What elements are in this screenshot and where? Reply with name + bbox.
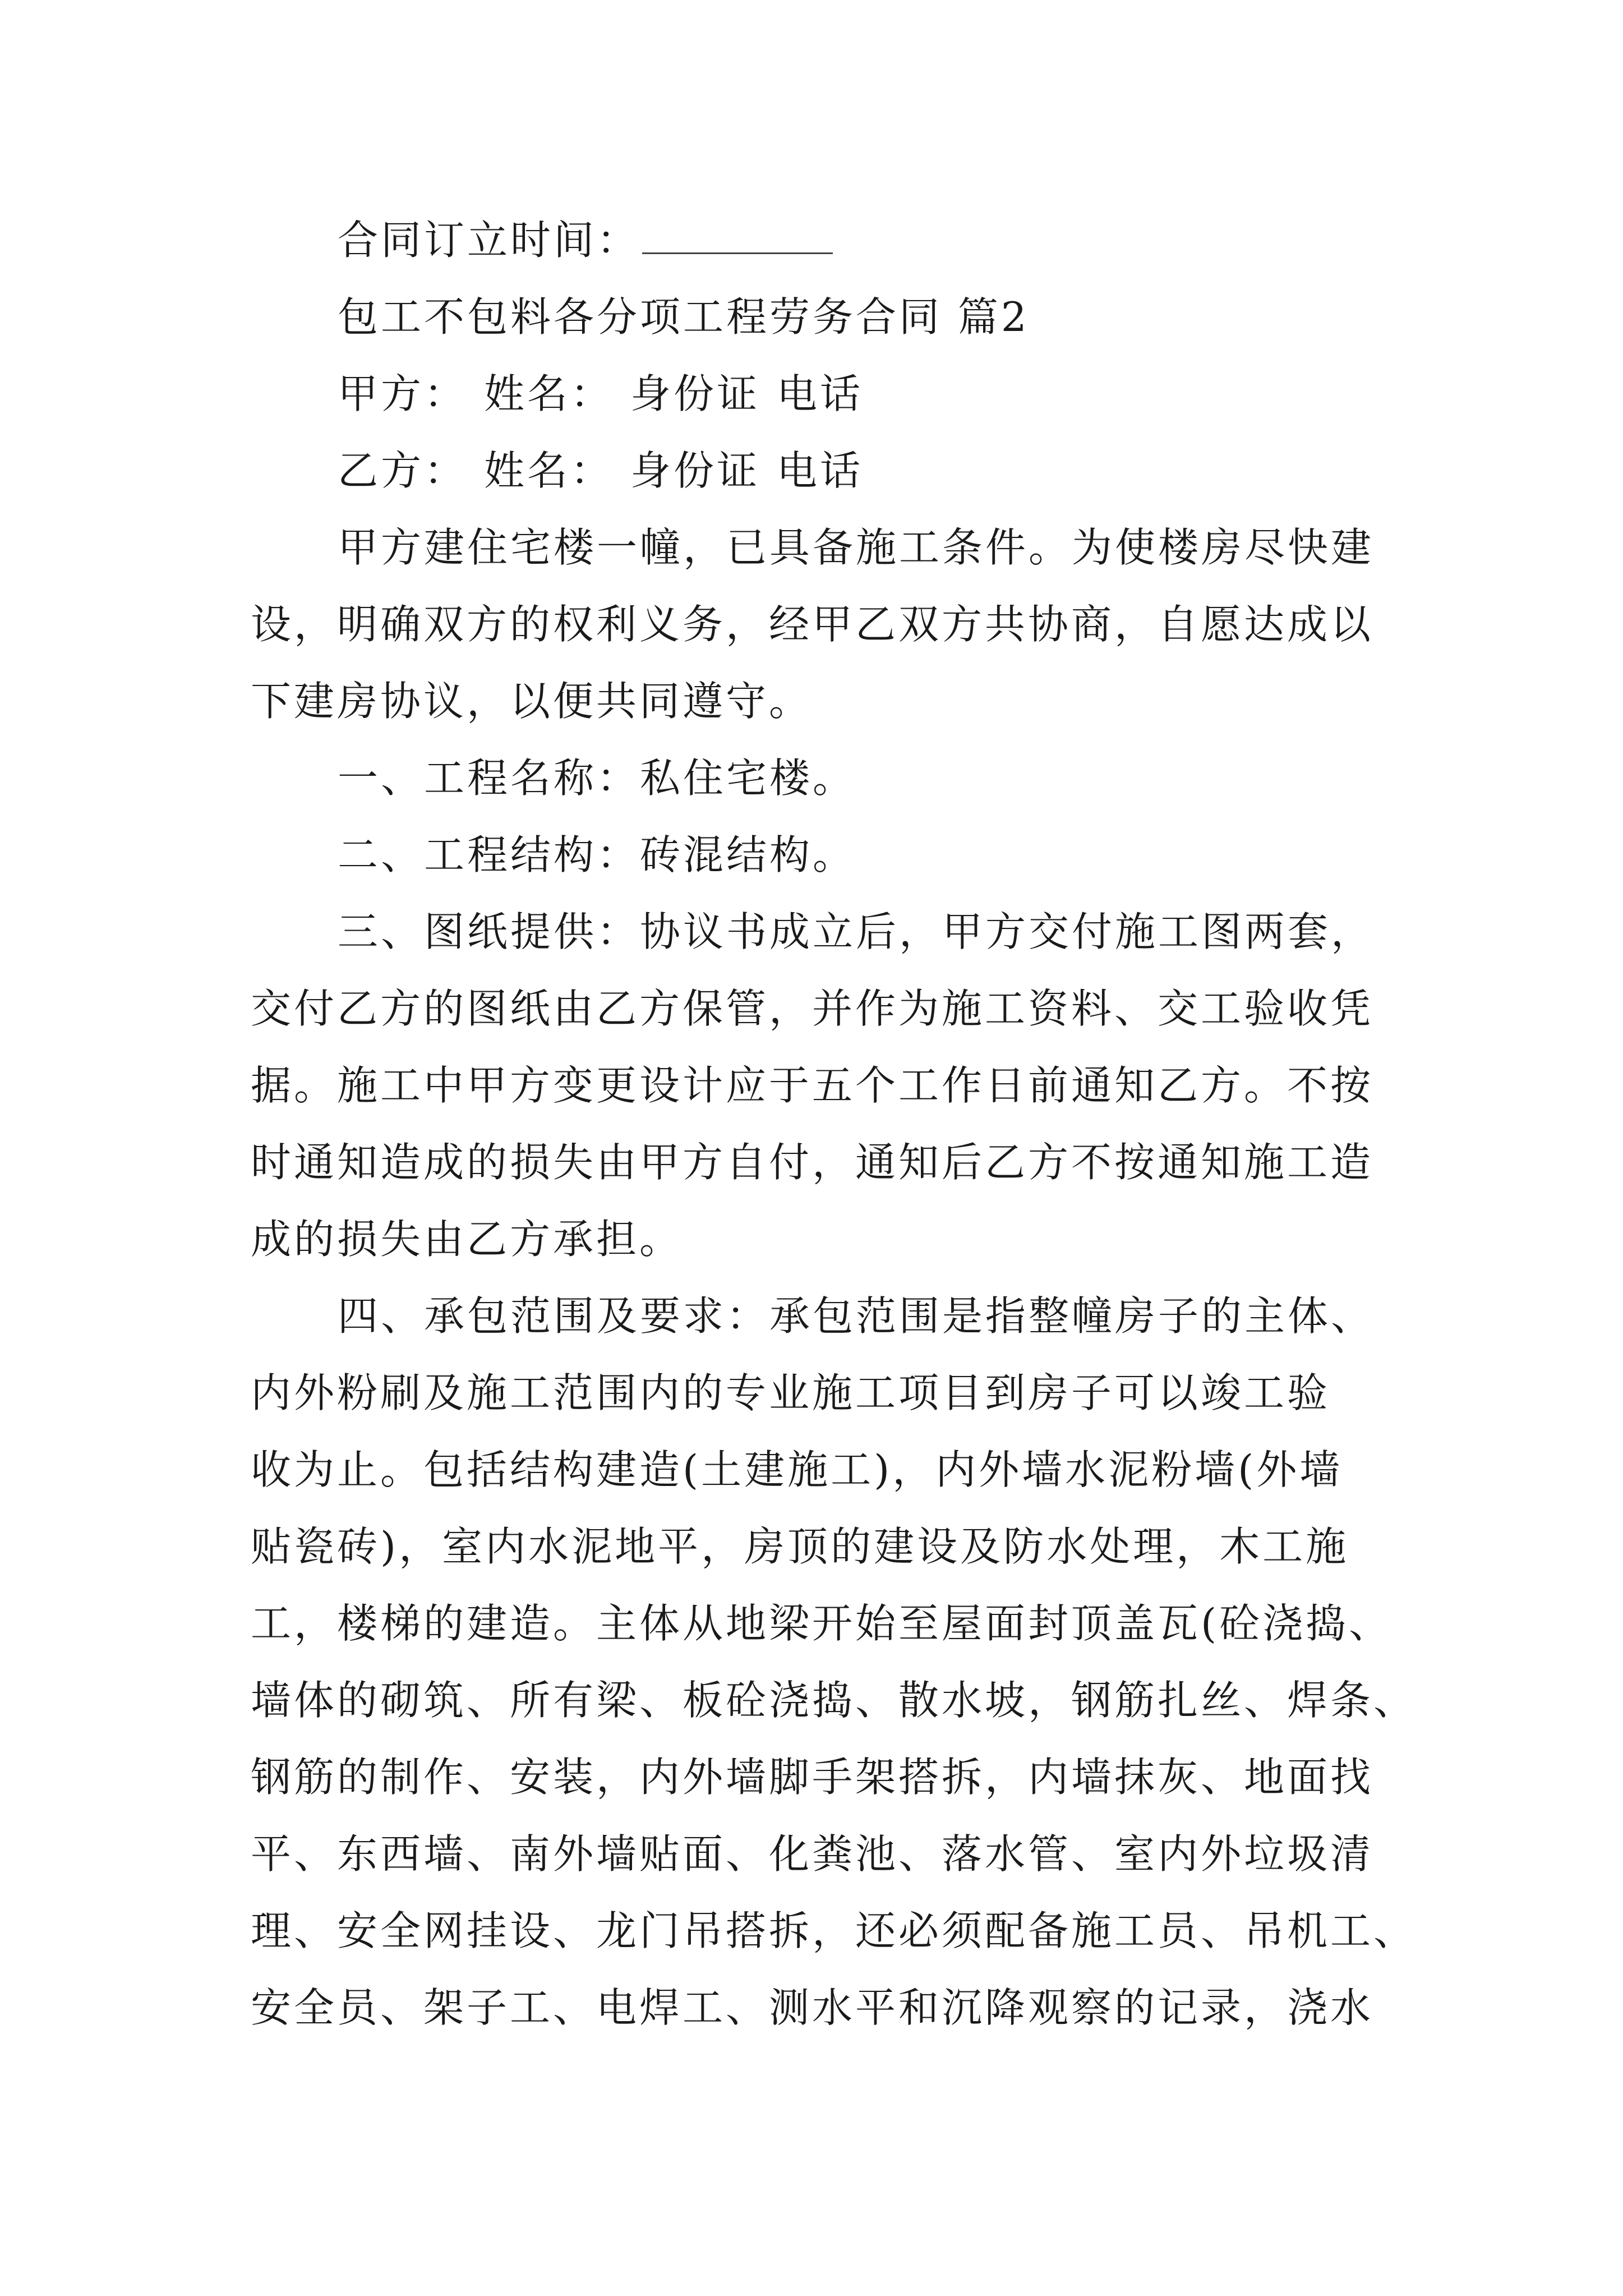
body-line: 成的损失由乙方承担。 — [251, 1216, 683, 1263]
signing-time-label: 合同订立时间： — [338, 217, 640, 264]
body-line: 钢筋的制作、安装，内外墙脚手架搭拆，内墙抹灰、地面找 — [251, 1754, 1374, 1801]
body-line: 工，楼梯的建造。主体从地梁开始至屋面封顶盖瓦(砼浇捣、 — [251, 1600, 1393, 1647]
signing-time-line — [251, 202, 1400, 279]
party-b-name-label: 姓名： — [484, 447, 614, 494]
document-body — [251, 202, 1417, 2046]
body-line: 时通知造成的损失由甲方自付，通知后乙方不按通知施工造 — [251, 1139, 1374, 1186]
body-line: 据。施工中甲方变更设计应于五个工作日前通知乙方。不按 — [251, 1062, 1374, 1109]
party-b-line — [251, 432, 1400, 509]
body-line: 设，明确双方的权利义务，经甲乙双方共协商，自愿达成以 — [251, 601, 1374, 648]
party-a-phone-label: 电话 — [777, 370, 864, 417]
section-3-line: 三、图纸提供：协议书成立后，甲方交付施工图两套， — [338, 908, 1375, 955]
body-line: 理、安全网挂设、龙门吊搭拆，还必须配备施工员、吊机工、 — [251, 1907, 1417, 1954]
section-4-line: 四、承包范围及要求：承包范围是指整幢房子的主体、 — [338, 1292, 1375, 1340]
party-b-role: 乙方： — [338, 447, 468, 494]
section-2-line: 二、工程结构：砖混结构。 — [338, 831, 856, 878]
body-line: 平、东西墙、南外墙贴面、化粪池、落水管、室内外垃圾清 — [251, 1830, 1374, 1878]
party-a-name-label: 姓名： — [484, 370, 614, 417]
party-b-id-label: 身份证 — [630, 447, 760, 494]
signing-time-blank — [642, 219, 833, 254]
body-line: 墙体的砌筑、所有梁、板砼浇捣、散水坡，钢筋扎丝、焊条、 — [251, 1677, 1417, 1724]
body-line: 安全员、架子工、电焊工、测水平和沉降观察的记录，浇水 — [251, 1984, 1374, 2031]
body-line: 收为止。包括结构建造(土建施工)，内外墙水泥粉墙(外墙 — [251, 1446, 1343, 1493]
body-line: 交付乙方的图纸由乙方保管，并作为施工资料、交工验收凭 — [251, 985, 1374, 1032]
party-a-id-label: 身份证 — [630, 370, 760, 417]
party-a-role: 甲方： — [338, 370, 468, 417]
body-line: 甲方建住宅楼一幢，已具备施工条件。为使楼房尽快建 — [338, 524, 1375, 571]
body-line: 下建房协议，以便共同遵守。 — [251, 678, 813, 725]
body-line: 内外粉刷及施工范围内的专业施工项目到房子可以竣工验 — [251, 1369, 1331, 1416]
section-1-line: 一、工程名称：私住宅楼。 — [338, 754, 856, 802]
document-title: 包工不包料各分项工程劳务合同 篇2 — [338, 293, 1030, 341]
party-b-phone-label: 电话 — [777, 447, 864, 494]
body-line: 贴瓷砖)，室内水泥地平，房顶的建设及防水处理，木工施 — [251, 1523, 1349, 1570]
party-a-line — [251, 356, 1400, 432]
